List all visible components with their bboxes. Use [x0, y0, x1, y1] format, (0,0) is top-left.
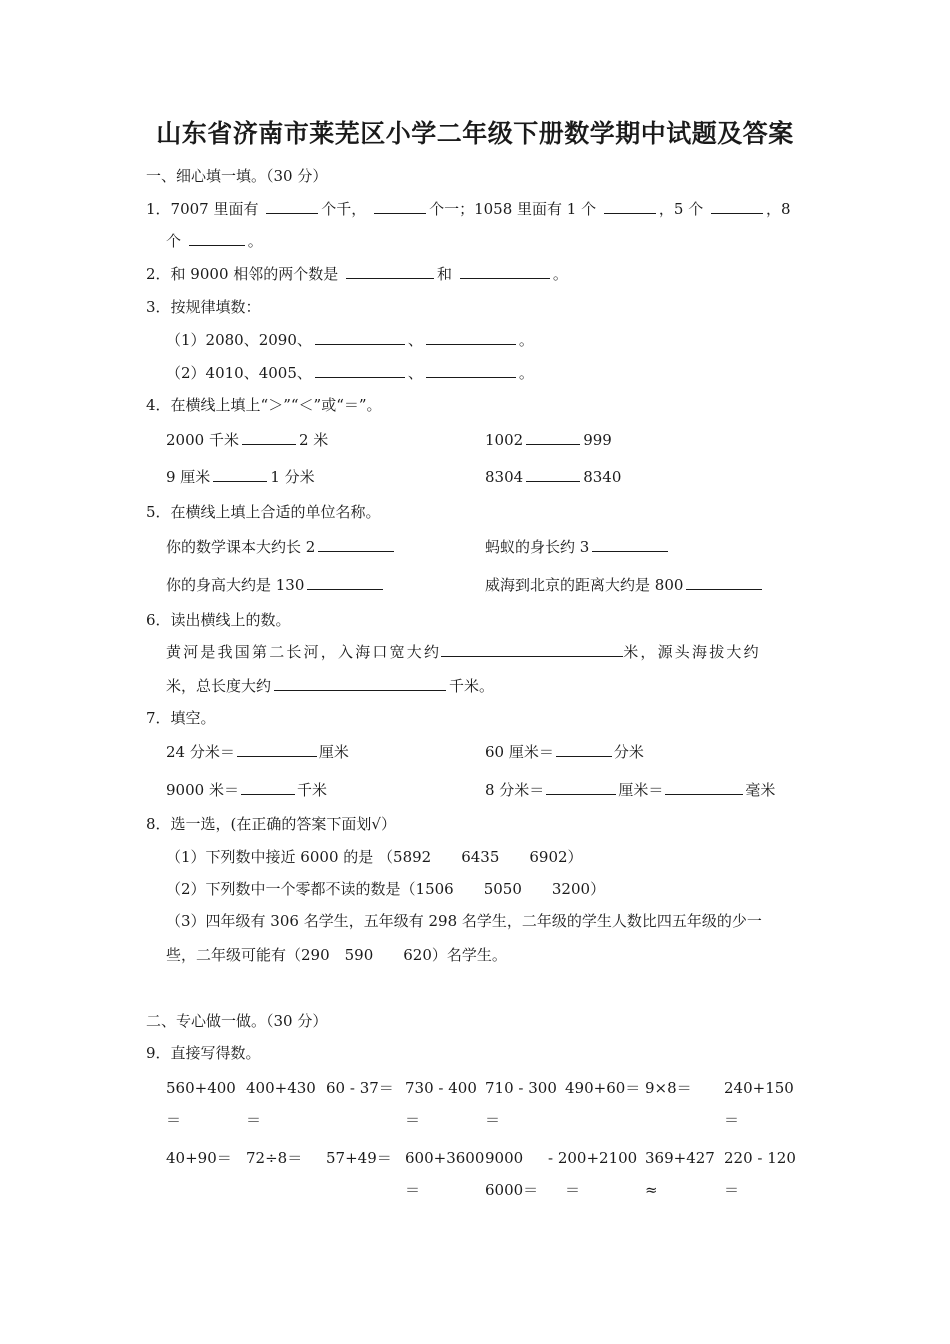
q7-item-1	[166, 742, 349, 762]
calc-equals: ＝	[246, 1111, 262, 1129]
q7-item-3	[166, 780, 327, 800]
q7-unit: 厘米＝	[618, 781, 664, 799]
q8-subquestion-3-line2[interactable]: 些，二年级可能有（290 590 620）名学生。	[166, 946, 507, 964]
q7-blank-4[interactable]	[546, 780, 616, 795]
q4-blank-4[interactable]	[526, 467, 580, 482]
question-6-label: 6．读出横线上的数。	[146, 611, 291, 629]
q3-blank-4[interactable]	[426, 363, 516, 378]
calc-equals: ＝	[485, 1111, 501, 1129]
calc-equals: 6000＝	[485, 1181, 539, 1199]
q7-unit: 厘米	[318, 743, 349, 761]
q2-text-c: 。	[552, 265, 568, 283]
q5-item-1	[166, 537, 397, 557]
question-5-label: 5．在横线上填上合适的单位名称。	[146, 503, 381, 521]
calc-item: 730 ‐ 400	[405, 1079, 477, 1097]
q1-text-g: 。	[247, 232, 263, 250]
q1-text-d: ，5 个	[658, 200, 704, 218]
question-2	[146, 264, 568, 284]
q4-item-right: 8340	[583, 468, 622, 486]
calc-item: 490+60＝	[565, 1079, 641, 1097]
calc-item: 57+49＝	[326, 1149, 392, 1167]
q4-item-left: 1002	[485, 431, 524, 449]
q8-subquestion-1[interactable]: （1）下列数中接近 6000 的是 （5892 6435 6902）	[166, 848, 583, 866]
q5-blank-1[interactable]	[318, 537, 394, 552]
q1-blank-5[interactable]	[189, 231, 245, 246]
q7-text: 9000 米＝	[166, 781, 239, 799]
q2-text-b: 和	[437, 265, 453, 283]
q7-blank-2[interactable]	[556, 742, 612, 757]
question-3-label: 3．按规律填数：	[146, 298, 261, 316]
q1-text-f: 个	[166, 232, 182, 250]
q6-line1	[166, 642, 761, 662]
q8-subquestion-2[interactable]: （2）下列数中一个零都不读的数是（1506 5050 3200）	[166, 880, 606, 898]
q4-item-right: 2 米	[298, 431, 329, 449]
q4-blank-1[interactable]	[242, 430, 296, 445]
q1-blank-2[interactable]	[374, 199, 426, 214]
q6-text-b: 米，源头海拔大约	[623, 643, 761, 661]
calc-item: 220 ‐ 120	[724, 1149, 796, 1167]
q4-item-3	[166, 467, 315, 487]
calc-equals: ＝	[724, 1111, 740, 1129]
q3-sep: 、	[407, 364, 423, 382]
q6-line2	[166, 676, 494, 696]
q5-item-text: 你的数学课本大约长 2	[166, 538, 316, 556]
q3-sequence-1: （1）2080、2090、	[166, 331, 312, 349]
section1-heading: 一、细心填一填。（30 分）	[146, 167, 328, 185]
calc-item: 72÷8＝	[246, 1149, 303, 1167]
calc-equals: ＝	[405, 1181, 421, 1199]
q1-text-b: 个千，	[321, 200, 367, 218]
calc-item: 60 ‐ 37＝	[326, 1079, 394, 1097]
q5-blank-2[interactable]	[592, 537, 668, 552]
q6-blank-1[interactable]	[441, 642, 623, 657]
q3-sep: 、	[407, 331, 423, 349]
question-8-label: 8．选一选，(在正确的答案下面划√）	[146, 815, 396, 833]
q8-subquestion-3-line1[interactable]: （3）四年级有 306 名学生，五年级有 298 名学生，二年级的学生人数比四五年级的少一	[166, 912, 762, 930]
calc-item: 40+90＝	[166, 1149, 232, 1167]
q2-blank-2[interactable]	[460, 264, 550, 279]
calc-item: 9×8＝	[645, 1079, 692, 1097]
q1-blank-1[interactable]	[266, 199, 318, 214]
calc-item: 9000	[485, 1149, 524, 1167]
q6-text-d: 千米。	[449, 677, 495, 695]
q4-item-right: 1 分米	[270, 468, 315, 486]
q7-unit: 毫米	[745, 781, 776, 799]
calc-item: 400+430	[246, 1079, 316, 1097]
q5-item-3	[166, 575, 386, 595]
q5-item-text: 蚂蚁的身长约 3	[485, 538, 590, 556]
q7-text: 60 厘米＝	[485, 743, 554, 761]
q3-blank-3[interactable]	[315, 363, 405, 378]
q6-text-c: 米，总长度大约	[166, 677, 272, 695]
q6-blank-2[interactable]	[274, 676, 446, 691]
q5-blank-3[interactable]	[307, 575, 383, 590]
question-9-label: 9．直接写得数。	[146, 1044, 261, 1062]
q3-blank-2[interactable]	[426, 330, 516, 345]
q4-item-2	[485, 430, 612, 450]
q1-text-c: 个一；1058 里面有 1 个	[429, 200, 597, 218]
calc-item: 560+400	[166, 1079, 236, 1097]
q3-end: 。	[518, 331, 534, 349]
q3-blank-1[interactable]	[315, 330, 405, 345]
q5-item-text: 威海到北京的距离大约是 800	[485, 576, 684, 594]
q5-item-text: 你的身高大约是 130	[166, 576, 305, 594]
q5-item-2	[485, 537, 671, 557]
q3-sequence-2: （2）4010、4005、	[166, 364, 312, 382]
q2-text-a: 2．和 9000 相邻的两个数是	[146, 265, 339, 283]
q4-item-left: 9 厘米	[166, 468, 211, 486]
q4-item-left: 8304	[485, 468, 524, 486]
q7-unit: 分米	[613, 743, 644, 761]
calc-equals: ＝	[724, 1181, 740, 1199]
q2-blank-1[interactable]	[346, 264, 434, 279]
calc-equals: ＝	[405, 1111, 421, 1129]
q4-blank-2[interactable]	[526, 430, 580, 445]
q1-blank-4[interactable]	[711, 199, 763, 214]
q4-item-left: 2000 千米	[166, 431, 239, 449]
question-4-label: 4．在横线上填上“＞”“＜”或“＝”。	[146, 396, 382, 414]
question-1-line2	[166, 231, 263, 251]
q7-blank-1[interactable]	[237, 742, 317, 757]
q7-unit: 千米	[296, 781, 327, 799]
q4-item-1	[166, 430, 328, 450]
q6-text-a: 黄河是我国第二长河，入海口宽大约	[166, 643, 442, 661]
q7-text: 24 分米＝	[166, 743, 235, 761]
q1-text-e: ，8	[765, 200, 791, 218]
q1-text-a: 1．7007 里面有	[146, 200, 259, 218]
question-3-line1	[166, 330, 534, 350]
q4-item-4	[485, 467, 621, 487]
calc-item: 710 ‐ 300	[485, 1079, 557, 1097]
q4-item-right: 999	[583, 431, 612, 449]
calc-item: 600+3600	[405, 1149, 485, 1167]
q7-item-2	[485, 742, 644, 762]
calc-item: ‐ 200+2100	[548, 1149, 638, 1167]
calc-item: 369+427	[645, 1149, 715, 1167]
q1-blank-3[interactable]	[604, 199, 656, 214]
calc-equals: ＝	[166, 1111, 182, 1129]
q7-blank-5[interactable]	[665, 780, 743, 795]
q5-blank-4[interactable]	[686, 575, 762, 590]
q7-text: 8 分米＝	[485, 781, 545, 799]
calc-item: 240+150	[724, 1079, 794, 1097]
question-1-line1	[146, 199, 791, 219]
q4-blank-3[interactable]	[213, 467, 267, 482]
question-7-label: 7．填空。	[146, 709, 216, 727]
calc-equals: ＝	[565, 1181, 581, 1199]
page-title: 山东省济南市莱芜区小学二年级下册数学期中试题及答案	[156, 119, 794, 148]
section2-heading: 二、专心做一做。（30 分）	[146, 1012, 328, 1030]
q5-item-4	[485, 575, 765, 595]
question-3-line2	[166, 363, 534, 383]
q7-blank-3[interactable]	[241, 780, 295, 795]
calc-approx: ≈	[645, 1181, 658, 1199]
q3-end: 。	[518, 364, 534, 382]
q7-item-4	[485, 780, 775, 800]
